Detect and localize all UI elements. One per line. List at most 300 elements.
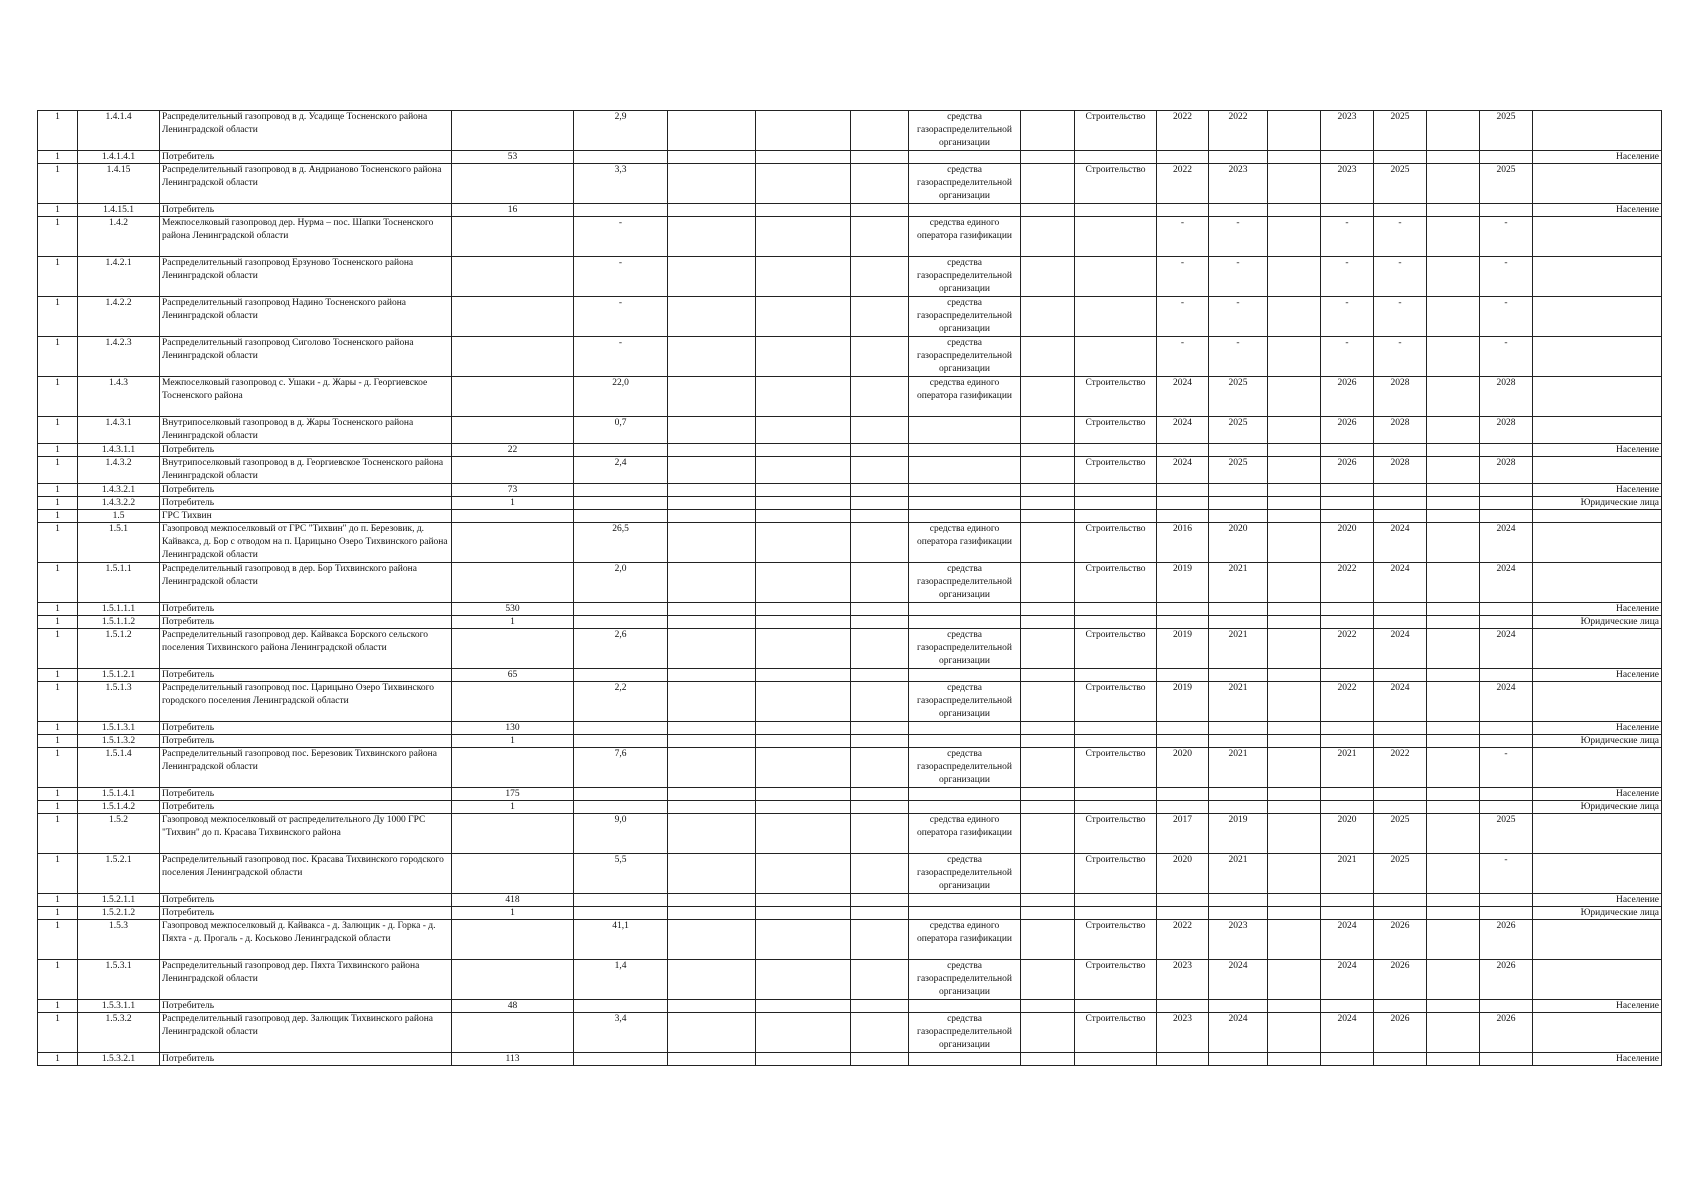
funding-source-cell: [909, 484, 1021, 497]
year-commission-cell: [1480, 735, 1533, 748]
item-code-cell: 1.4.3.1: [78, 417, 160, 444]
empty-cell: [1427, 814, 1480, 854]
year-build-end-cell: [1374, 151, 1427, 164]
work-type-cell: [1075, 1000, 1157, 1013]
empty-cell: [756, 297, 851, 337]
year-design-start-cell: [1157, 616, 1209, 629]
funding-source-cell: средства газораспределительной организации: [909, 563, 1021, 603]
year-design-end-cell: -: [1209, 297, 1268, 337]
empty-cell: [851, 563, 909, 603]
item-code-cell: 1.4.3.1.1: [78, 444, 160, 457]
row-number-cell: 1: [38, 629, 78, 669]
work-type-cell: [1075, 894, 1157, 907]
consumer-count-cell: [452, 111, 574, 151]
work-type-cell: Строительство: [1075, 523, 1157, 563]
row-number-cell: 1: [38, 682, 78, 722]
length-km-cell: 26,5: [574, 523, 668, 563]
consumer-count-cell: [452, 257, 574, 297]
item-code-cell: 1.5.2.1: [78, 854, 160, 894]
year-build-end-cell: 2026: [1374, 960, 1427, 1000]
year-design-start-cell: 2016: [1157, 523, 1209, 563]
empty-cell: [668, 510, 756, 523]
year-build-start-cell: 2022: [1321, 563, 1374, 603]
year-design-end-cell: 2023: [1209, 920, 1268, 960]
year-design-start-cell: [1157, 497, 1209, 510]
item-code-cell: 1.5.2.1.1: [78, 894, 160, 907]
consumer-count-cell: 22: [452, 444, 574, 457]
funding-source-cell: [909, 1000, 1021, 1013]
empty-cell: [1021, 111, 1075, 151]
row-number-cell: 1: [38, 1013, 78, 1053]
empty-cell: [1427, 603, 1480, 616]
empty-cell: [1021, 151, 1075, 164]
empty-cell: [756, 788, 851, 801]
row-number-cell: 1: [38, 920, 78, 960]
year-build-start-cell: 2020: [1321, 814, 1374, 854]
object-name-cell: Потребитель: [160, 669, 452, 682]
year-build-start-cell: [1321, 907, 1374, 920]
year-build-end-cell: [1374, 669, 1427, 682]
year-design-start-cell: 2019: [1157, 629, 1209, 669]
funding-source-cell: средства газораспределительной организации: [909, 164, 1021, 204]
year-build-end-cell: [1374, 1000, 1427, 1013]
empty-cell: [1268, 337, 1321, 377]
empty-cell: [851, 814, 909, 854]
year-design-end-cell: 2025: [1209, 457, 1268, 484]
empty-cell: [1427, 484, 1480, 497]
empty-cell: [1021, 217, 1075, 257]
table-row: [38, 204, 1662, 217]
empty-cell: [668, 164, 756, 204]
consumer-count-cell: 1: [452, 497, 574, 510]
row-number-cell: 1: [38, 497, 78, 510]
empty-cell: [1021, 1000, 1075, 1013]
funding-source-cell: средства газораспределительной организации: [909, 629, 1021, 669]
empty-cell: [1268, 920, 1321, 960]
consumer-category-cell: [1533, 563, 1662, 603]
empty-cell: [1427, 801, 1480, 814]
funding-source-cell: [909, 417, 1021, 444]
object-name-cell: Потребитель: [160, 497, 452, 510]
length-km-cell: [574, 1053, 668, 1066]
year-design-start-cell: [1157, 907, 1209, 920]
year-commission-cell: [1480, 722, 1533, 735]
consumer-category-cell: Население: [1533, 722, 1662, 735]
year-design-start-cell: [1157, 444, 1209, 457]
year-build-end-cell: 2026: [1374, 1013, 1427, 1053]
empty-cell: [1268, 1000, 1321, 1013]
empty-cell: [1021, 1013, 1075, 1053]
consumer-category-cell: [1533, 629, 1662, 669]
table-row: [38, 854, 1662, 894]
table-row: [38, 669, 1662, 682]
consumer-count-cell: 175: [452, 788, 574, 801]
year-commission-cell: [1480, 616, 1533, 629]
item-code-cell: 1.4.3.2.2: [78, 497, 160, 510]
empty-cell: [668, 748, 756, 788]
year-commission-cell: [1480, 603, 1533, 616]
empty-cell: [756, 337, 851, 377]
item-code-cell: 1.5.1.2.1: [78, 669, 160, 682]
consumer-category-cell: Население: [1533, 204, 1662, 217]
year-design-start-cell: -: [1157, 257, 1209, 297]
consumer-count-cell: 1: [452, 616, 574, 629]
row-number-cell: 1: [38, 788, 78, 801]
consumer-category-cell: Население: [1533, 894, 1662, 907]
table-row: [38, 960, 1662, 1000]
funding-source-cell: средства газораспределительной организации: [909, 1013, 1021, 1053]
year-build-end-cell: 2025: [1374, 164, 1427, 204]
empty-cell: [756, 417, 851, 444]
work-type-cell: Строительство: [1075, 682, 1157, 722]
item-code-cell: 1.4.15: [78, 164, 160, 204]
year-design-end-cell: [1209, 204, 1268, 217]
object-name-cell: Внутрипоселковый газопровод в д. Жары Тосненского района Ленинградской области: [160, 417, 452, 444]
length-km-cell: [574, 484, 668, 497]
object-name-cell: Распределительный газопровод пос. Березовик Тихвинского района Ленинградской области: [160, 748, 452, 788]
year-design-end-cell: 2023: [1209, 164, 1268, 204]
work-type-cell: [1075, 603, 1157, 616]
year-design-start-cell: [1157, 510, 1209, 523]
empty-cell: [1021, 1053, 1075, 1066]
year-design-end-cell: [1209, 894, 1268, 907]
length-km-cell: -: [574, 297, 668, 337]
empty-cell: [1021, 748, 1075, 788]
year-build-start-cell: [1321, 722, 1374, 735]
funding-source-cell: [909, 669, 1021, 682]
empty-cell: [851, 629, 909, 669]
year-design-start-cell: -: [1157, 217, 1209, 257]
empty-cell: [1268, 484, 1321, 497]
consumer-category-cell: Население: [1533, 484, 1662, 497]
year-design-end-cell: [1209, 907, 1268, 920]
empty-cell: [756, 1053, 851, 1066]
consumer-category-cell: [1533, 1013, 1662, 1053]
empty-cell: [668, 1013, 756, 1053]
item-code-cell: 1.4.1.4.1: [78, 151, 160, 164]
empty-cell: [1268, 204, 1321, 217]
table-row: [38, 920, 1662, 960]
funding-source-cell: [909, 894, 1021, 907]
consumer-category-cell: [1533, 257, 1662, 297]
year-commission-cell: 2024: [1480, 629, 1533, 669]
year-commission-cell: -: [1480, 854, 1533, 894]
object-name-cell: Распределительный газопровод в д. Андрианово Тосненского района Ленинградской области: [160, 164, 452, 204]
empty-cell: [851, 111, 909, 151]
row-number-cell: 1: [38, 111, 78, 151]
length-km-cell: [574, 497, 668, 510]
row-number-cell: 1: [38, 616, 78, 629]
item-code-cell: 1.5.1.3.1: [78, 722, 160, 735]
year-commission-cell: [1480, 1000, 1533, 1013]
year-design-start-cell: -: [1157, 297, 1209, 337]
empty-cell: [756, 960, 851, 1000]
object-name-cell: Распределительный газопровод пос. Красава Тихвинского городского поселения Ленинградской области: [160, 854, 452, 894]
year-commission-cell: 2026: [1480, 920, 1533, 960]
consumer-count-cell: [452, 854, 574, 894]
year-design-end-cell: [1209, 151, 1268, 164]
consumer-category-cell: [1533, 748, 1662, 788]
row-number-cell: 1: [38, 164, 78, 204]
empty-cell: [756, 722, 851, 735]
empty-cell: [851, 669, 909, 682]
consumer-count-cell: 1: [452, 907, 574, 920]
empty-cell: [1427, 297, 1480, 337]
empty-cell: [1021, 894, 1075, 907]
work-type-cell: [1075, 257, 1157, 297]
empty-cell: [851, 748, 909, 788]
item-code-cell: 1.4.2: [78, 217, 160, 257]
object-name-cell: Межпоселковый газопровод с. Ушаки - д. Жары - д. Георгиевское Тосненского района: [160, 377, 452, 417]
item-code-cell: 1.5.3.1.1: [78, 1000, 160, 1013]
year-design-start-cell: [1157, 788, 1209, 801]
empty-cell: [756, 1000, 851, 1013]
empty-cell: [1427, 217, 1480, 257]
empty-cell: [1427, 563, 1480, 603]
empty-cell: [851, 417, 909, 444]
year-build-start-cell: [1321, 669, 1374, 682]
work-type-cell: Строительство: [1075, 629, 1157, 669]
year-build-start-cell: [1321, 484, 1374, 497]
funding-source-cell: [909, 907, 1021, 920]
year-build-end-cell: [1374, 801, 1427, 814]
empty-cell: [1021, 523, 1075, 563]
year-build-end-cell: -: [1374, 257, 1427, 297]
year-build-end-cell: [1374, 907, 1427, 920]
empty-cell: [756, 111, 851, 151]
empty-cell: [1268, 510, 1321, 523]
empty-cell: [756, 616, 851, 629]
empty-cell: [1021, 814, 1075, 854]
empty-cell: [756, 801, 851, 814]
year-build-start-cell: 2024: [1321, 960, 1374, 1000]
year-design-end-cell: [1209, 603, 1268, 616]
empty-cell: [1427, 164, 1480, 204]
empty-cell: [1021, 920, 1075, 960]
work-type-cell: Строительство: [1075, 748, 1157, 788]
year-build-end-cell: 2024: [1374, 682, 1427, 722]
funding-source-cell: средства единого оператора газификации: [909, 377, 1021, 417]
year-design-end-cell: [1209, 484, 1268, 497]
year-build-end-cell: 2024: [1374, 563, 1427, 603]
length-km-cell: 41,1: [574, 920, 668, 960]
table-row: [38, 151, 1662, 164]
empty-cell: [1268, 523, 1321, 563]
empty-cell: [1021, 603, 1075, 616]
consumer-category-cell: [1533, 111, 1662, 151]
consumer-count-cell: [452, 563, 574, 603]
empty-cell: [851, 484, 909, 497]
year-build-start-cell: 2023: [1321, 164, 1374, 204]
year-build-end-cell: 2022: [1374, 748, 1427, 788]
year-build-start-cell: -: [1321, 217, 1374, 257]
row-number-cell: 1: [38, 457, 78, 484]
year-design-start-cell: 2017: [1157, 814, 1209, 854]
year-design-end-cell: 2025: [1209, 377, 1268, 417]
empty-cell: [1427, 510, 1480, 523]
empty-cell: [1427, 854, 1480, 894]
consumer-category-cell: [1533, 920, 1662, 960]
year-design-end-cell: [1209, 722, 1268, 735]
length-km-cell: [574, 907, 668, 920]
empty-cell: [851, 1000, 909, 1013]
empty-cell: [668, 801, 756, 814]
year-build-start-cell: [1321, 603, 1374, 616]
funding-source-cell: средства газораспределительной организации: [909, 257, 1021, 297]
empty-cell: [668, 960, 756, 1000]
table-row: [38, 257, 1662, 297]
table-row: [38, 603, 1662, 616]
year-build-end-cell: 2024: [1374, 629, 1427, 669]
consumer-count-cell: [452, 377, 574, 417]
length-km-cell: [574, 788, 668, 801]
consumer-count-cell: [452, 748, 574, 788]
empty-cell: [756, 523, 851, 563]
year-commission-cell: -: [1480, 217, 1533, 257]
funding-source-cell: [909, 616, 1021, 629]
consumer-count-cell: 53: [452, 151, 574, 164]
empty-cell: [668, 907, 756, 920]
consumer-category-cell: Юридические лица: [1533, 907, 1662, 920]
empty-cell: [1268, 616, 1321, 629]
row-number-cell: 1: [38, 722, 78, 735]
object-name-cell: Распределительный газопровод Надино Тосненского района Ленинградской области: [160, 297, 452, 337]
object-name-cell: Газопровод межпоселковый от распределительного Ду 1000 ГРС "Тихвин" до п. Красава Тихвинского района: [160, 814, 452, 854]
empty-cell: [756, 748, 851, 788]
item-code-cell: 1.5.1.3: [78, 682, 160, 722]
item-code-cell: 1.4.2.2: [78, 297, 160, 337]
empty-cell: [1021, 854, 1075, 894]
empty-cell: [1427, 417, 1480, 444]
year-commission-cell: [1480, 907, 1533, 920]
empty-cell: [756, 204, 851, 217]
funding-source-cell: [909, 204, 1021, 217]
year-commission-cell: [1480, 894, 1533, 907]
row-number-cell: 1: [38, 337, 78, 377]
empty-cell: [851, 722, 909, 735]
length-km-cell: 1,4: [574, 960, 668, 1000]
year-build-end-cell: 2028: [1374, 377, 1427, 417]
item-code-cell: 1.4.1.4: [78, 111, 160, 151]
row-number-cell: 1: [38, 907, 78, 920]
length-km-cell: 3,3: [574, 164, 668, 204]
year-commission-cell: 2025: [1480, 164, 1533, 204]
empty-cell: [668, 523, 756, 563]
consumer-count-cell: 48: [452, 1000, 574, 1013]
empty-cell: [756, 563, 851, 603]
empty-cell: [1021, 417, 1075, 444]
empty-cell: [1427, 669, 1480, 682]
empty-cell: [668, 854, 756, 894]
empty-cell: [756, 1013, 851, 1053]
year-build-start-cell: [1321, 510, 1374, 523]
year-build-start-cell: [1321, 204, 1374, 217]
empty-cell: [1268, 735, 1321, 748]
empty-cell: [1427, 457, 1480, 484]
year-design-start-cell: [1157, 801, 1209, 814]
object-name-cell: Потребитель: [160, 735, 452, 748]
year-design-end-cell: 2022: [1209, 111, 1268, 151]
empty-cell: [851, 444, 909, 457]
year-commission-cell: [1480, 1053, 1533, 1066]
length-km-cell: [574, 801, 668, 814]
length-km-cell: [574, 444, 668, 457]
empty-cell: [1021, 682, 1075, 722]
empty-cell: [1427, 111, 1480, 151]
year-design-end-cell: [1209, 1053, 1268, 1066]
year-design-start-cell: 2023: [1157, 1013, 1209, 1053]
length-km-cell: 2,9: [574, 111, 668, 151]
empty-cell: [756, 894, 851, 907]
item-code-cell: 1.5.1.3.2: [78, 735, 160, 748]
year-design-end-cell: 2021: [1209, 748, 1268, 788]
length-km-cell: 2,0: [574, 563, 668, 603]
empty-cell: [1427, 444, 1480, 457]
year-design-end-cell: 2021: [1209, 563, 1268, 603]
empty-cell: [851, 151, 909, 164]
table-row: [38, 735, 1662, 748]
object-name-cell: Потребитель: [160, 484, 452, 497]
funding-source-cell: средства газораспределительной организации: [909, 682, 1021, 722]
year-build-start-cell: -: [1321, 337, 1374, 377]
empty-cell: [1427, 616, 1480, 629]
year-build-end-cell: 2024: [1374, 523, 1427, 563]
empty-cell: [1268, 669, 1321, 682]
table-row: [38, 417, 1662, 444]
empty-cell: [1021, 204, 1075, 217]
year-design-end-cell: 2024: [1209, 960, 1268, 1000]
empty-cell: [851, 735, 909, 748]
empty-cell: [756, 377, 851, 417]
table-row: [38, 523, 1662, 563]
year-commission-cell: -: [1480, 257, 1533, 297]
work-type-cell: [1075, 735, 1157, 748]
item-code-cell: 1.5.2.1.2: [78, 907, 160, 920]
object-name-cell: Газопровод межпоселковый д. Кайвакса - д. Залющик - д. Горка - д. Пяхта - д. Прогаль - д. Коськово Ленинградской области: [160, 920, 452, 960]
empty-cell: [1021, 669, 1075, 682]
work-type-cell: Строительство: [1075, 920, 1157, 960]
consumer-count-cell: [452, 417, 574, 444]
consumer-count-cell: 530: [452, 603, 574, 616]
empty-cell: [851, 457, 909, 484]
year-design-end-cell: 2024: [1209, 1013, 1268, 1053]
work-type-cell: Строительство: [1075, 1013, 1157, 1053]
row-number-cell: 1: [38, 510, 78, 523]
year-commission-cell: 2028: [1480, 417, 1533, 444]
object-name-cell: Потребитель: [160, 204, 452, 217]
year-build-start-cell: 2024: [1321, 920, 1374, 960]
empty-cell: [668, 337, 756, 377]
empty-cell: [1427, 257, 1480, 297]
empty-cell: [668, 204, 756, 217]
consumer-count-cell: [452, 523, 574, 563]
table-row: [38, 1053, 1662, 1066]
table-row: [38, 616, 1662, 629]
year-build-start-cell: -: [1321, 257, 1374, 297]
row-number-cell: 1: [38, 217, 78, 257]
row-number-cell: 1: [38, 204, 78, 217]
year-build-end-cell: -: [1374, 297, 1427, 337]
empty-cell: [668, 151, 756, 164]
row-number-cell: 1: [38, 748, 78, 788]
item-code-cell: 1.5.1.4.1: [78, 788, 160, 801]
table-row: [38, 1013, 1662, 1053]
empty-cell: [756, 603, 851, 616]
empty-cell: [1427, 1000, 1480, 1013]
consumer-count-cell: [452, 814, 574, 854]
row-number-cell: 1: [38, 377, 78, 417]
object-name-cell: Потребитель: [160, 722, 452, 735]
